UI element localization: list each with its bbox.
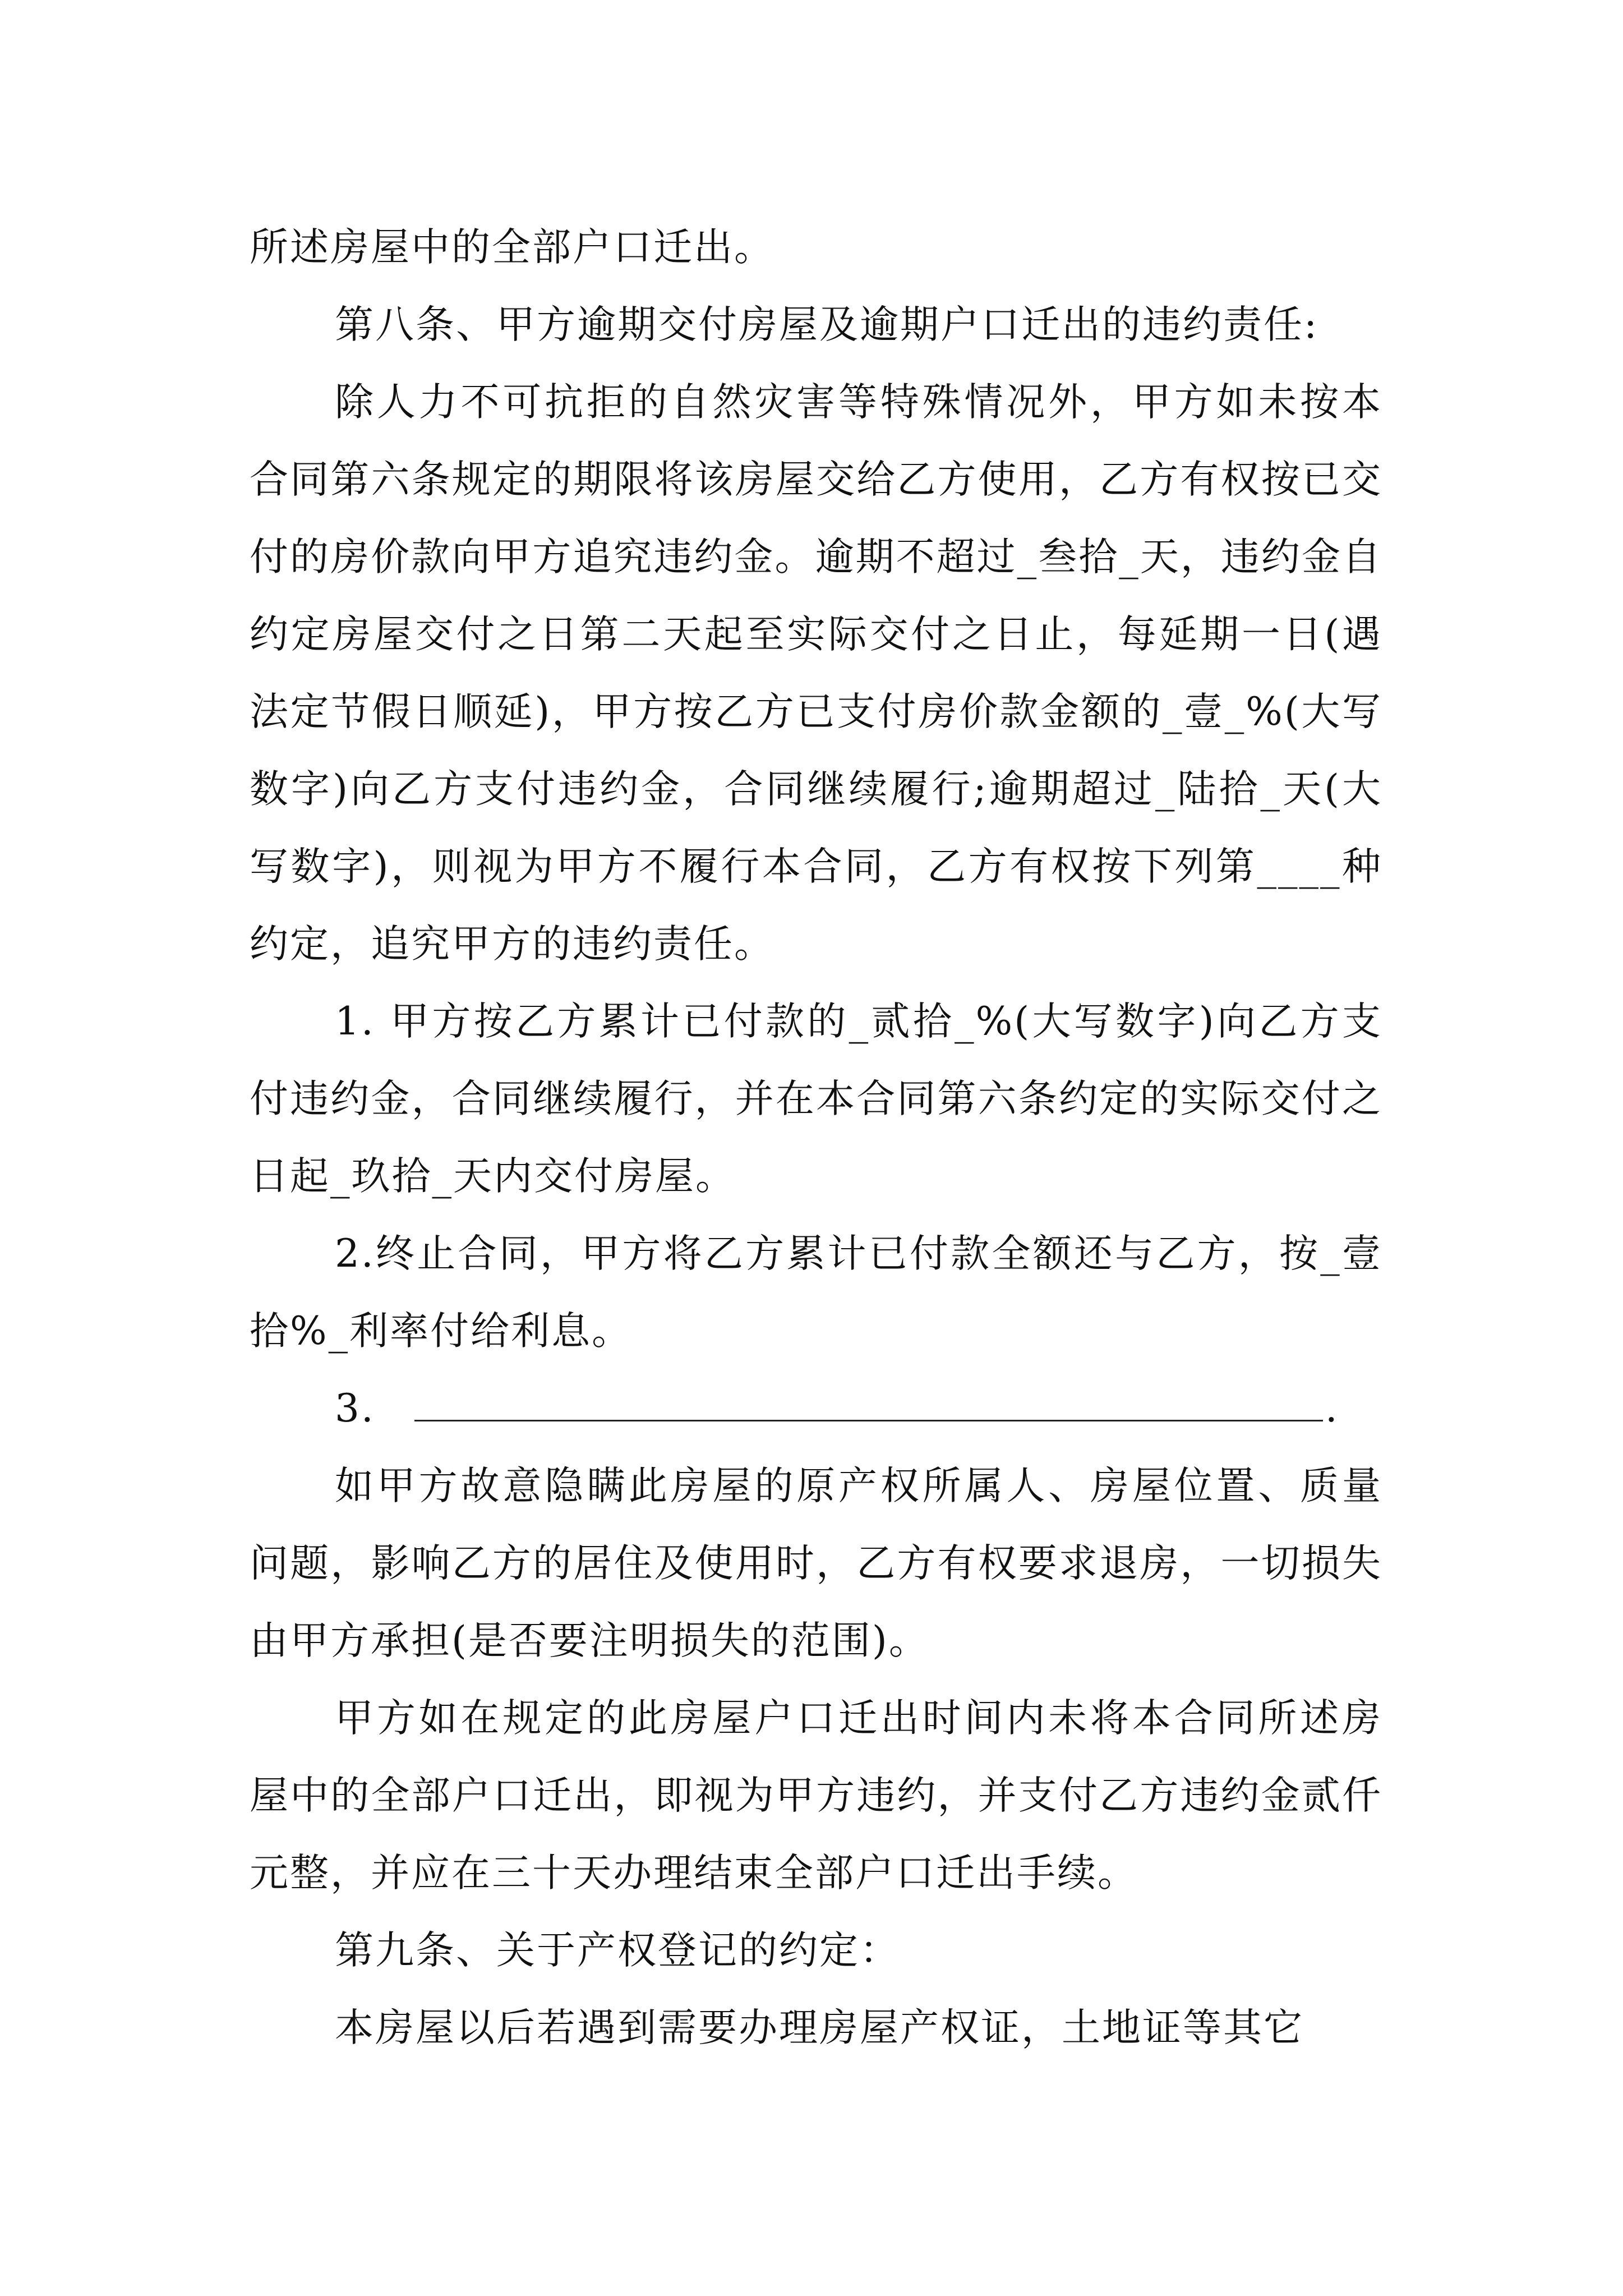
paragraph-continuation: 所述房屋中的全部户口迁出。 [250,225,774,270]
article-8-heading: 第八条、甲方逾期交付房屋及逾期户口迁出的违约责任: [335,302,1319,347]
clause-3-blank [414,1381,1323,1421]
article-8-paragraph: 除人力不可抗拒的自然灾害等特殊情况外，甲方如未按本合同第六条规定的期限将该房屋交给乙方使用，乙方有权按已交付的房价款向甲方追究违约金。逾期不超过_叁拾_天，违约金自约定房屋交付之日第二天起至实际交付之日止，每延期一日(遇法定节假日顺延)，甲方按乙方已支付房价款金额的_壹_%(大写数字)向乙方支付违约金，合同继续履行;逾期超过_陆拾_天(大写数字)，则视为甲方不履行本合同，乙方有权按下列第____种约定，追究甲方的违约责任。 [250,380,1383,967]
clause-2: 2.终止合同，甲方将乙方累计已付款全额还与乙方，按_壹拾%_利率付给利息。 [250,1231,1382,1354]
concealment-paragraph: 如甲方故意隐瞒此房屋的原产权所属人、房屋位置、质量问题，影响乙方的居住及使用时，乙方有权要求退房，一切损失由甲方承担(是否要注明损失的范围)。 [250,1464,1382,1663]
clause-3-end: . [1325,1386,1339,1431]
clause-3-number: 3. [335,1386,375,1431]
clause-1: 1. 甲方按乙方累计已付款的_贰拾_%(大写数字)向乙方支付违约金，合同继续履行，并在本合同第六条约定的实际交付之日起_玖拾_天内交付房屋。 [250,999,1382,1199]
document-body [250,209,1382,2067]
article-9-paragraph: 本房屋以后若遇到需要办理房屋产权证，土地证等其它 [335,2005,1304,2050]
household-registration-paragraph: 甲方如在规定的此房屋户口迁出时间内未将本合同所述房屋中的全部户口迁出，即视为甲方违约，并支付乙方违约金贰仟元整，并应在三十天办理结束全部户口迁出手续。 [250,1696,1382,1895]
article-9-heading: 第九条、关于产权登记的约定： [335,1928,900,1973]
clause-3 [250,1370,1382,1447]
